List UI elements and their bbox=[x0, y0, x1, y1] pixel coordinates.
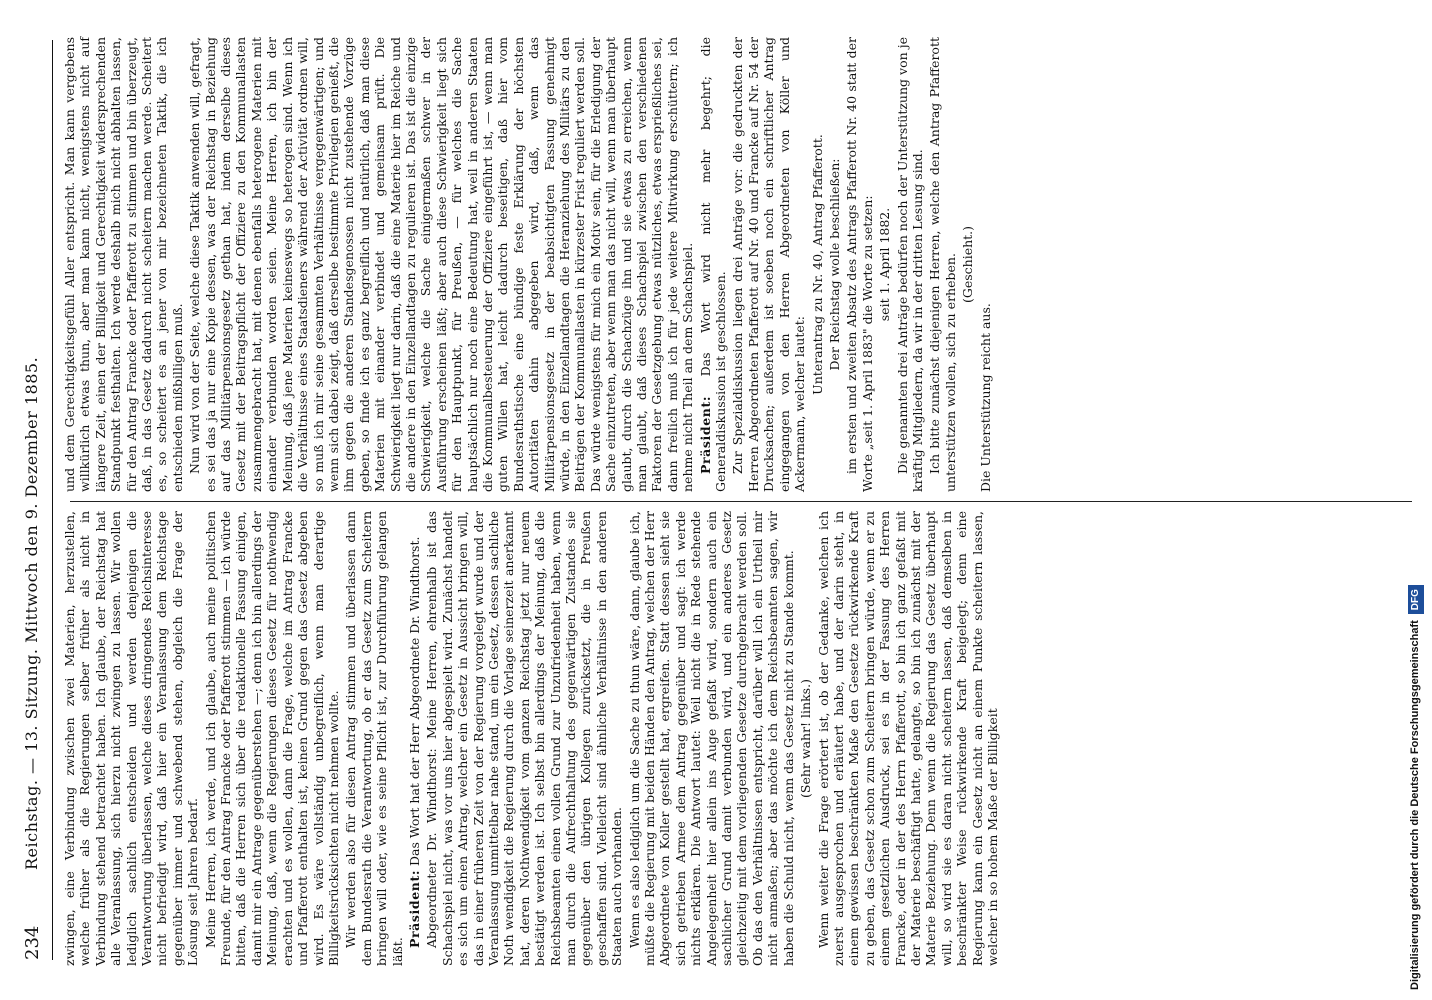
dfg-logo: DFG bbox=[1408, 585, 1424, 614]
amendment-title: Unterantrag zu Nr. 40, Antrag Pfafferott. bbox=[809, 134, 825, 395]
amendment-line: seit 1. April 1882. bbox=[877, 207, 893, 322]
paragraph: und dem Gerechtigkeitsgefühl Aller entspricht. Man kann vergebens willkürlich etwas thun, aber man kann nicht, wenigstens nicht auf längere Zeit, einen der Billigkeit und Gerechtigkeit widersprechenden Standpunkt festhalten. Ich werde deshalb mich nicht abhalten lassen, für den Antrag Francke oder Pfafferott zu stimmen und bin überzeugt, daß, in das Gesetz dadurch nicht scheitern machen werde. Scheitert es, so scheitert es an jener von mir bezeichneten Taktik, die ich entschieden mißbilligen muß. bbox=[62, 37, 185, 492]
interjection: (Geschieht.) bbox=[960, 225, 976, 304]
interjection: (Sehr wahr! links.) bbox=[798, 679, 814, 798]
paragraph: Wenn weiter die Frage erörtert ist, ob der Gedanke, welchen ich zuerst ausgesprochen und erläutert habe, und der darin steht, in einem gewissen beschränkten Maße den Gesetze rückwirkende Kraft zu geben, das Gesetz schon zum Scheitern bringen würde, wenn er zu einem gesetzlichen Ausdruck, sei es in der Fassung des Herren Francke, oder in der des Herrn Pfafferott, so bin ich ganz gefaßt mit der Materie beschäftigt hatte, gelangte, so bin ich zunächst mit der Materie Beziehung. Denn wenn die Regierung das Gesetz überhaupt will, so wird sie es daran nicht scheitern lassen, daß demselben in beschränkter Weise rückwirkende Kraft beigelegt; denn eine Regierung kann ein Gesetz nicht an einem Punkte scheitern lassen, welcher in so hohem Maße der Billigkeit bbox=[815, 511, 1000, 966]
speaker-text: Das Wort wird nicht mehr begehrt; die Generaldiskussion ist geschlossen. bbox=[697, 37, 729, 492]
speaker-label: Präsident: bbox=[406, 869, 422, 948]
right-column bbox=[62, 37, 995, 492]
digitization-credit bbox=[1404, 0, 1426, 1000]
paragraph: zwingen, eine Verbindung zwischen zwei Materien, herzustellen, welche früher als die Regierungen selber früher als nicht in Verbindung stehend betrachtet haben. Ich glaube, der Reichstag hat alle Veranlassung, sich hierzu nicht zwingen zu lassen. Wir wollen lediglich sachlich entscheiden und werden denjenigen die Verantwortung überlassen, welche dieses dringendes Reichsinteresse nicht befriedigt wird, daß hier ein Veranlassung dem Reichstage gegenüber immer und schwebend stehen, obgleich die Frage der Lösung seit Jahren bedarf. bbox=[62, 511, 201, 966]
amendment-line: im ersten und zweiten Absatz des Antrags Pfafferott Nr. 40 statt der Worte „seit 1. April 1883" die Worte zu setzen: bbox=[844, 37, 875, 492]
speaker-line bbox=[698, 37, 729, 492]
page-header bbox=[18, 40, 48, 960]
credit-text: Digitalisierung gefördert durch die Deutsche Forschungsgemeinschaft bbox=[1409, 620, 1421, 990]
paragraph: Wir werden also für diesen Antrag stimmen und überlassen dann dem Bundesrath die Verantwortung, ob er das Gesetz zum Scheitern bringen will oder, wie es seine Pflicht ist, zur Durchführung gelangen läßt. bbox=[343, 511, 405, 966]
paragraph: Ich bitte zunächst diejenigen Herren, welche den Antrag Pfafferott unterstützen wollen, sich zu erheben. bbox=[927, 37, 958, 492]
speaker-label: Präsident: bbox=[697, 395, 713, 474]
paragraph: Meine Herren, ich werde, und ich glaube, auch meine politischen Freunde, für den Antrag Francke oder Pfafferott stimmen — ich würde bitten, daß die Herren sich über die redaktionelle Fassung einigen, damit mir ein Antrage gegenüberstehen —; denn ich bin allerdings der Meinung, daß, wenn die Regierungen dieses Gesetz für nothwendig erachten und es wollen, dann die Frage, welche im Antrag Francke und Pfafferott enthalten ist, keinen Grund gegen das Gesetz abgeben wird. Es wäre vollständig unbegreiflich, wenn man derartige Billigkeitsrücksichten nicht nehmen wollte. bbox=[202, 511, 341, 966]
paragraph: Zur Spezialdiskussion liegen drei Anträge vor: die gedruckten der Herren Abgeordneten Pfafferott auf Nr. 40 und Francke auf Nr. 54 der Drucksachen; außerdem ist soeben noch ein schriftlicher Antrag eingegangen von den Herren Abgeordneten von Köller und Ackermann, welcher lautet: bbox=[730, 37, 808, 492]
speaker-line bbox=[407, 511, 422, 966]
paragraph: Wenn es also lediglich um die Sache zu thun wäre, dann, glaube ich, müßte die Regierung mit beiden Händen den Antrag, welchen der Herr Abgeordnete von Koller gestellt hat, ergreifen. Statt dessen sieht sie sich getrieben Armee dem Antrag gegenüber und sagt: ich werde nichts erklären. Die Antwort lautet: Weil nicht die in Rede stehende Angelegenheit hier allein ins Auge gefaßt wird, sondern auch ein sachlicher Grund damit verbunden wird, und ein anderes Gesetz gleichzeitig mit dem vorliegenden Gesetze durchgebracht werden soll. Ob das den Verhältnissen entspricht, darüber will ich ein Urtheil mir nicht anmaßen; aber das möchte ich dem Reichsbeamten sagen, wir haben die Schuld nicht, wenn das Gesetz nicht zu Stande kommt. bbox=[626, 511, 796, 966]
paragraph: Nun wird von der Seite, welche diese Taktik anwenden will, gefragt, es sei das ja nur eine Kopie dessen, was der Reichstag in Beziehung auf das Militärpensionsgesetz gethan hat, indem derselbe dieses Gesetz mit der Beitragspflicht der Offiziere zu den Kommunallasten zusammengebracht hat, mit denen ebenfalls heterogene Materien mit einander verbunden worden seien. Meine Herren, ich bin der Meinung, daß jene Materien keineswegs so heterogen sind. Wenn ich die Verhältnisse eines Staatsdieners während der Activität ordnen will, so muß ich mir seine gesammten Verhältnisse vergegenwärtigen; und wenn sich dabei zeigt, daß derselbe bestimmte Privilegien genießt, die ihm gegen die anderen Standesgenossen nicht zustehende Vorzüge geben, so finde ich es ganz begreiflich und natürlich, daß man diese Materien mit einander verbindet und gemeinsam prüft. Die Schwierigkeit liegt nur darin, daß die eine Materie hier im Reiche und die andere in den Einzellandtagen zu regulieren ist. Das ist die einzige Schwierigkeit, welche die Sache einigermaßen schwer in der Ausführung erscheinen läßt; aber auch diese Schwierigkeit liegt sich für den Hauptpunkt, für Preußen, — für welches die Sache hauptsächlich nur noch eine Bedeutung hat, weil in anderen Staaten die Kommunalbesteuerung der Offiziere eingeführt ist, — wenn man guten Willen hat, leicht dadurch beseitigen, daß hier vom Bundesrathstische eine bündige feste Erklärung der höchsten Autoritäten dahin abgegeben wird, daß, wenn das Militärpensionsgesetz in der beabsichtigten Fassung genehmigt würde, in den Einzellandtagen die Heranziehung des Militärs zu den Beiträgen der Kommunallasten in kürzester Frist reguliert werden soll. Das würde wenigstens für mich ein Motiv sein, für die Erledigung der Sache einzutreten, aber wenn man das nicht will, wenn man überhaupt glaubt, durch die Schachzüge ihn und sie etwas zu erreichen, wenn man glaubt, daß dieses Schachspiel zwischen den verschiedenen Faktoren der Gesetzgebung etwas nützliches, etwas ersprießliches sei, dann freilich muß ich für jede weitere Mitwirkung erschüttern; ich nehme nicht Theil an dem Schachspiel. bbox=[187, 37, 696, 492]
paragraph: Abgeordneter Dr. Windthorst: Meine Herren, ehrenhalb ist das Schachspiel nicht, was vor uns hier abgespielt wird. Zunächst handelt es sich um einen Antrag, welcher ein Gesetz in Aussicht bringen will, das in einer früheren Zeit von der Regierung vorgelegt wurde und der Veranlassung unmittelbar nahe stand, um ein Gesetz, dessen sachliche Noth wendigkeit die Regierung durch die Vorlage seinerzeit anerkannt hat, deren Nothwendigkeit vom ganzen Reichstag jetzt nur neuem bestätigt werden ist. Ich selbst bin allerdings der Meinung, daß die Reichsbeamten einen vollen Grund zur Unzufriedenheit haben, wenn man durch die Aufrechthaltung des gegenwärtigen Zustandes sie gegenüber den übrigen Kollegen zurücksetzt, die in Preußen geschaffen sind. Vielleicht sind ähnliche Verhältnisse in den anderen Staaten auch vorhanden. bbox=[424, 511, 625, 966]
running-head: Reichstag. — 13. Sitzung. Mittwoch den 9. Dezember 1885. bbox=[22, 356, 41, 870]
page-number: 234 bbox=[22, 925, 43, 960]
closing-line: Die Unterstützung reicht aus. bbox=[977, 303, 993, 492]
paragraph: Die genannten drei Anträge bedürfen noch der Unterstützung von je kräftig Mitgliedern, da wir in der dritten Lesung sind. bbox=[894, 37, 925, 492]
header-rule bbox=[52, 40, 53, 960]
left-column bbox=[62, 511, 1002, 966]
amendment-line: Der Reichstag wolle beschließen: bbox=[826, 158, 842, 371]
column-divider bbox=[70, 501, 1412, 502]
speaker-text: Das Wort hat der Herr Abgeordnete Dr. Windthorst. bbox=[406, 536, 422, 866]
